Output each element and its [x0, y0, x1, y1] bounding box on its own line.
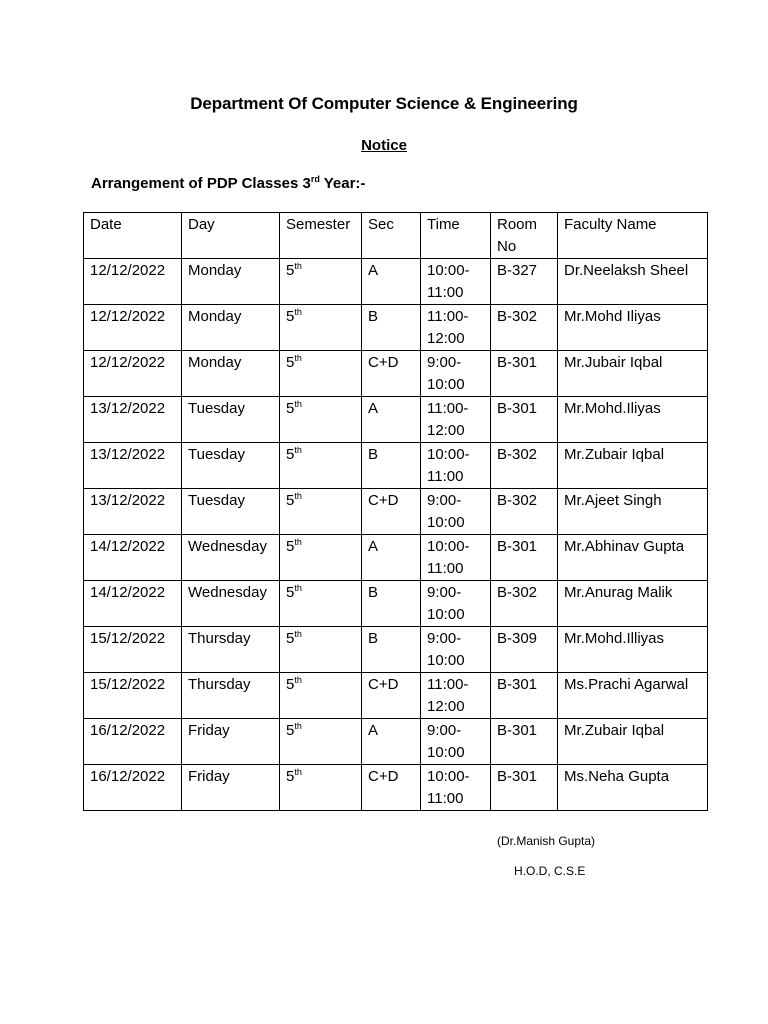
- cell-sec: B: [362, 581, 421, 627]
- cell-room: B-309: [491, 627, 558, 673]
- cell-time: 9:00-10:00: [421, 489, 491, 535]
- semester-value: 5: [286, 262, 295, 279]
- semester-value: 5: [286, 676, 295, 693]
- cell-semester: [280, 489, 362, 535]
- cell-date: 16/12/2022: [84, 765, 182, 811]
- cell-room: B-302: [491, 489, 558, 535]
- cell-sec: C+D: [362, 673, 421, 719]
- cell-day: Monday: [182, 305, 280, 351]
- cell-time: 9:00-10:00: [421, 627, 491, 673]
- cell-room: B-302: [491, 581, 558, 627]
- cell-semester: [280, 397, 362, 443]
- cell-sec: A: [362, 719, 421, 765]
- table-row: [84, 305, 708, 351]
- header-row: [84, 213, 708, 259]
- cell-day: Wednesday: [182, 535, 280, 581]
- column-header-day: Day: [182, 213, 280, 259]
- cell-semester: [280, 627, 362, 673]
- semester-value: 5: [286, 400, 295, 417]
- cell-date: 14/12/2022: [84, 581, 182, 627]
- cell-room: B-301: [491, 397, 558, 443]
- table-row: [84, 351, 708, 397]
- semester-superscript: th: [294, 583, 302, 593]
- cell-day: Tuesday: [182, 489, 280, 535]
- cell-faculty: Dr.Neelaksh Sheel: [558, 259, 708, 305]
- cell-date: 12/12/2022: [84, 351, 182, 397]
- cell-time: 11:00-12:00: [421, 673, 491, 719]
- semester-value: 5: [286, 354, 295, 371]
- table-row: [84, 765, 708, 811]
- semester-superscript: th: [294, 721, 302, 731]
- cell-faculty: Mr.Mohd.Illiyas: [558, 627, 708, 673]
- column-header-semester: Semester: [280, 213, 362, 259]
- cell-semester: [280, 259, 362, 305]
- cell-time: 11:00-12:00: [421, 397, 491, 443]
- semester-value: 5: [286, 308, 295, 325]
- cell-date: 16/12/2022: [84, 719, 182, 765]
- cell-room: B-302: [491, 443, 558, 489]
- cell-time: 10:00-11:00: [421, 259, 491, 305]
- cell-faculty: Mr.Abhinav Gupta: [558, 535, 708, 581]
- table-row: [84, 397, 708, 443]
- column-header-room: Room No: [491, 213, 558, 259]
- cell-faculty: Mr.Ajeet Singh: [558, 489, 708, 535]
- arrangement-suffix: Year:-: [319, 175, 366, 192]
- semester-value: 5: [286, 492, 295, 509]
- table-row: [84, 443, 708, 489]
- semester-superscript: th: [294, 491, 302, 501]
- semester-value: 5: [286, 768, 295, 785]
- cell-faculty: Mr.Zubair Iqbal: [558, 719, 708, 765]
- cell-time: 9:00-10:00: [421, 581, 491, 627]
- cell-faculty: Mr.Mohd Iliyas: [558, 305, 708, 351]
- cell-semester: [280, 673, 362, 719]
- cell-time: 10:00-11:00: [421, 765, 491, 811]
- semester-superscript: th: [294, 629, 302, 639]
- cell-semester: [280, 443, 362, 489]
- cell-faculty: Ms.Prachi Agarwal: [558, 673, 708, 719]
- cell-faculty: Mr.Zubair Iqbal: [558, 443, 708, 489]
- cell-sec: A: [362, 535, 421, 581]
- cell-date: 12/12/2022: [84, 259, 182, 305]
- table-row: [84, 673, 708, 719]
- semester-superscript: th: [294, 353, 302, 363]
- schedule-table: [83, 212, 708, 811]
- cell-day: Friday: [182, 765, 280, 811]
- cell-semester: [280, 305, 362, 351]
- cell-semester: [280, 719, 362, 765]
- signature-title: H.O.D, C.S.E: [514, 864, 586, 878]
- cell-sec: B: [362, 305, 421, 351]
- cell-faculty: Ms.Neha Gupta: [558, 765, 708, 811]
- cell-sec: B: [362, 443, 421, 489]
- cell-time: 10:00-11:00: [421, 535, 491, 581]
- semester-superscript: th: [294, 675, 302, 685]
- schedule-body: [84, 213, 708, 811]
- cell-room: B-301: [491, 673, 558, 719]
- cell-day: Thursday: [182, 627, 280, 673]
- cell-faculty: Mr.Jubair Iqbal: [558, 351, 708, 397]
- table-row: [84, 719, 708, 765]
- cell-day: Wednesday: [182, 581, 280, 627]
- cell-room: B-327: [491, 259, 558, 305]
- column-header-faculty: Faculty Name: [558, 213, 708, 259]
- semester-superscript: th: [294, 445, 302, 455]
- cell-date: 13/12/2022: [84, 443, 182, 489]
- cell-date: 15/12/2022: [84, 627, 182, 673]
- arrangement-heading: [91, 175, 365, 192]
- semester-value: 5: [286, 584, 295, 601]
- cell-day: Monday: [182, 259, 280, 305]
- arrangement-superscript: rd: [310, 174, 320, 184]
- column-header-time: Time: [421, 213, 491, 259]
- cell-day: Monday: [182, 351, 280, 397]
- cell-sec: C+D: [362, 489, 421, 535]
- cell-date: 14/12/2022: [84, 535, 182, 581]
- semester-value: 5: [286, 538, 295, 555]
- cell-day: Friday: [182, 719, 280, 765]
- semester-value: 5: [286, 722, 295, 739]
- cell-semester: [280, 535, 362, 581]
- cell-date: 13/12/2022: [84, 397, 182, 443]
- arrangement-prefix: Arrangement of PDP Classes 3: [91, 175, 311, 192]
- cell-day: Tuesday: [182, 397, 280, 443]
- semester-superscript: th: [294, 261, 302, 271]
- table-row: [84, 535, 708, 581]
- cell-semester: [280, 765, 362, 811]
- cell-time: 9:00-10:00: [421, 719, 491, 765]
- notice-heading: Notice: [361, 137, 407, 154]
- cell-room: B-302: [491, 305, 558, 351]
- cell-sec: C+D: [362, 765, 421, 811]
- semester-superscript: th: [294, 399, 302, 409]
- table-row: [84, 581, 708, 627]
- cell-day: Tuesday: [182, 443, 280, 489]
- cell-semester: [280, 581, 362, 627]
- semester-superscript: th: [294, 767, 302, 777]
- cell-time: 11:00-12:00: [421, 305, 491, 351]
- column-header-date: Date: [84, 213, 182, 259]
- cell-date: 12/12/2022: [84, 305, 182, 351]
- column-header-sec: Sec: [362, 213, 421, 259]
- cell-time: 9:00-10:00: [421, 351, 491, 397]
- cell-day: Thursday: [182, 673, 280, 719]
- cell-faculty: Mr.Mohd.Iliyas: [558, 397, 708, 443]
- cell-room: B-301: [491, 351, 558, 397]
- cell-sec: B: [362, 627, 421, 673]
- cell-room: B-301: [491, 765, 558, 811]
- cell-date: 13/12/2022: [84, 489, 182, 535]
- table-row: [84, 627, 708, 673]
- signature-name: (Dr.Manish Gupta): [497, 834, 596, 848]
- table-row: [84, 489, 708, 535]
- department-title: Department Of Computer Science & Engineering: [190, 94, 578, 113]
- cell-faculty: Mr.Anurag Malik: [558, 581, 708, 627]
- semester-superscript: th: [294, 307, 302, 317]
- semester-superscript: th: [294, 537, 302, 547]
- cell-room: B-301: [491, 535, 558, 581]
- cell-sec: C+D: [362, 351, 421, 397]
- cell-semester: [280, 351, 362, 397]
- cell-sec: A: [362, 397, 421, 443]
- table-row: [84, 259, 708, 305]
- cell-sec: A: [362, 259, 421, 305]
- semester-value: 5: [286, 446, 295, 463]
- cell-date: 15/12/2022: [84, 673, 182, 719]
- cell-room: B-301: [491, 719, 558, 765]
- semester-value: 5: [286, 630, 295, 647]
- cell-time: 10:00-11:00: [421, 443, 491, 489]
